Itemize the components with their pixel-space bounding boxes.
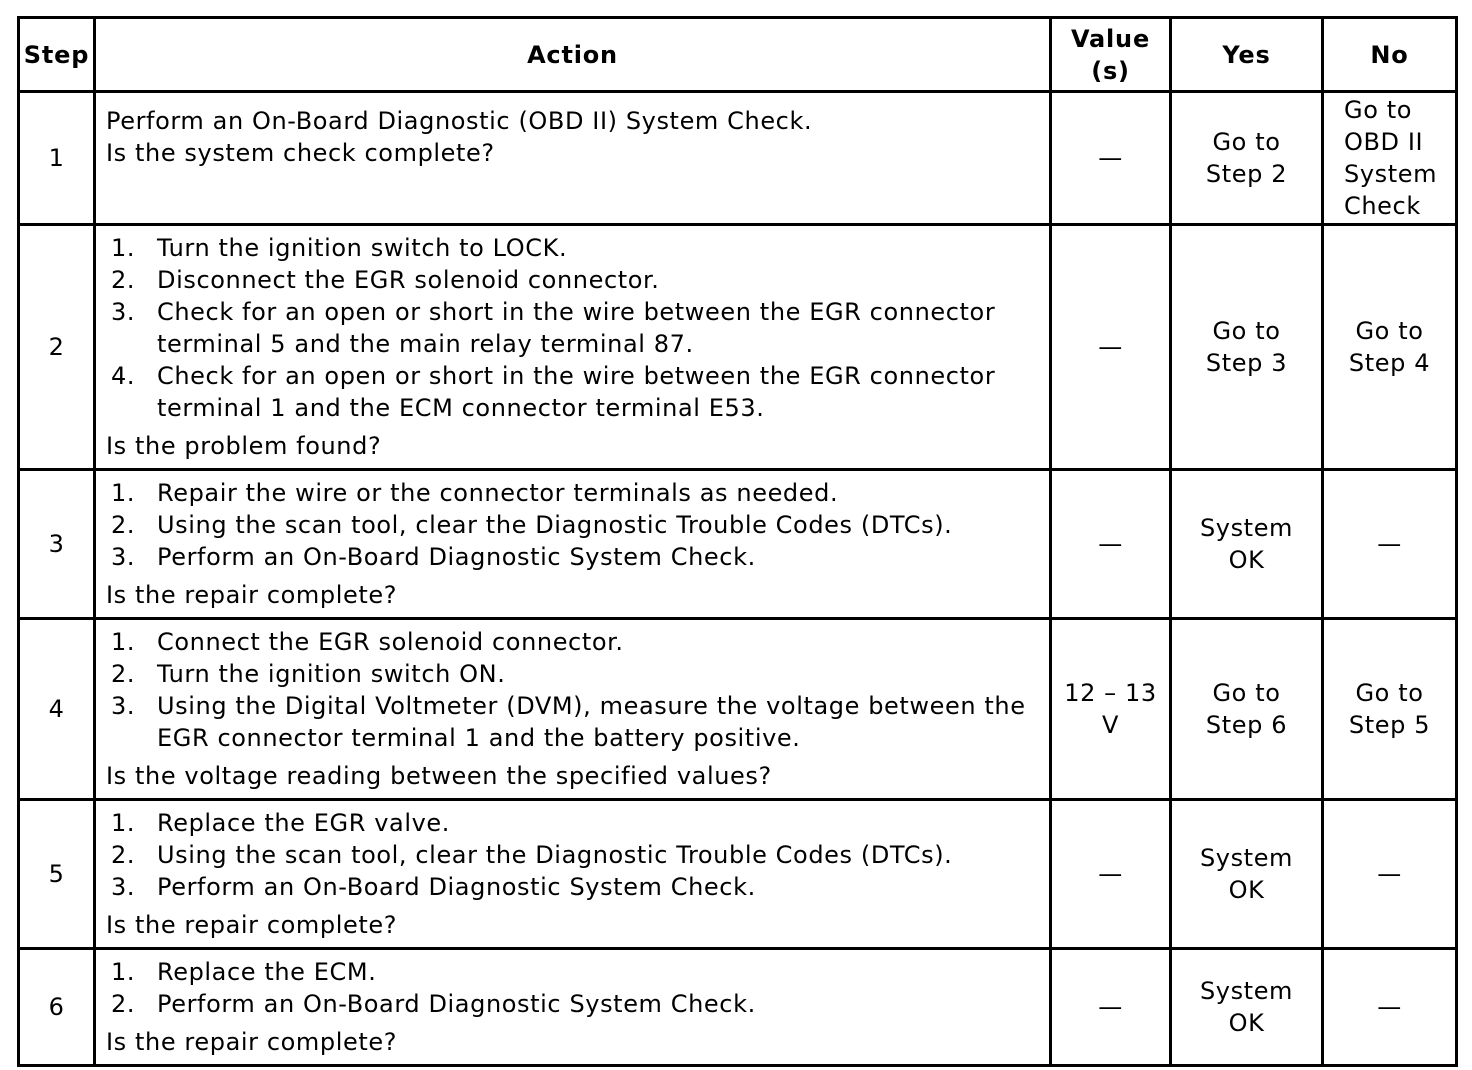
no-cell: Go to Step 4 xyxy=(1323,225,1457,470)
action-step-item: 3. Perform an On-Board Diagnostic System Check. xyxy=(111,543,756,571)
yes-cell: System OK xyxy=(1171,800,1323,949)
value-cell: — xyxy=(1051,225,1171,470)
action-step-item: 2. Disconnect the EGR solenoid connector. xyxy=(111,266,660,294)
action-cell xyxy=(95,619,1051,800)
action-cell xyxy=(95,470,1051,619)
header-no: No xyxy=(1323,18,1457,92)
diagnostic-table xyxy=(17,16,1458,1067)
action-step-text: Perform an On-Board Diagnostic System Check. xyxy=(157,990,756,1018)
action-step-text: Repair the wire or the connector terminals as needed. xyxy=(157,479,839,507)
action-step-text: Using the Digital Voltmeter (DVM), measure the voltage between the EGR connector terminal 1 and the battery positive. xyxy=(157,692,1026,752)
action-step-text: Check for an open or short in the wire between the EGR connector terminal 1 and the ECM connector terminal E53. xyxy=(157,362,996,422)
action-step-text: Connect the EGR solenoid connector. xyxy=(157,628,624,656)
action-steps xyxy=(106,477,1039,573)
step-number: 2 xyxy=(19,225,95,470)
action-step-text: Using the scan tool, clear the Diagnostic Trouble Codes (DTCs). xyxy=(157,841,953,869)
action-step-text: Replace the ECM. xyxy=(157,958,377,986)
action-steps xyxy=(106,232,1039,424)
action-cell xyxy=(95,949,1051,1066)
table-row xyxy=(19,92,1457,225)
action-step-text: Replace the EGR valve. xyxy=(157,809,451,837)
step-number: 6 xyxy=(19,949,95,1066)
header-value xyxy=(1051,18,1171,92)
no-cell: — xyxy=(1323,800,1457,949)
no-cell: — xyxy=(1323,949,1457,1066)
action-cell xyxy=(95,92,1051,225)
action-question: Is the problem found? xyxy=(106,432,382,460)
action-step-text: Perform an On-Board Diagnostic System Check. xyxy=(157,873,756,901)
table-row xyxy=(19,800,1457,949)
value-cell: — xyxy=(1051,949,1171,1066)
action-steps xyxy=(106,807,1039,903)
action-step-item: 4. Check for an open or short in the wire between the EGR connector terminal 1 and the ECM connector terminal E53. xyxy=(111,362,996,422)
no-cell: — xyxy=(1323,470,1457,619)
action-step-item: 3. Using the Digital Voltmeter (DVM), measure the voltage between the EGR connector terminal 1 and the battery positive. xyxy=(111,692,1026,752)
yes-cell: System OK xyxy=(1171,470,1323,619)
action-question: Is the repair complete? xyxy=(106,911,398,939)
action-step-text: Turn the ignition switch ON. xyxy=(157,660,506,688)
action-step-item: 3. Check for an open or short in the wire between the EGR connector terminal 5 and the main relay terminal 87. xyxy=(111,298,996,358)
step-number: 4 xyxy=(19,619,95,800)
action-step-item: 1. Repair the wire or the connector terminals as needed. xyxy=(111,479,839,507)
action-step-item: 1. Connect the EGR solenoid connector. xyxy=(111,628,624,656)
action-question: Is the repair complete? xyxy=(106,581,398,609)
header-yes: Yes xyxy=(1171,18,1323,92)
step-number: 5 xyxy=(19,800,95,949)
no-cell: Go to Step 5 xyxy=(1323,619,1457,800)
table-row xyxy=(19,225,1457,470)
action-step-item: 1. Replace the ECM. xyxy=(111,958,377,986)
value-cell: — xyxy=(1051,800,1171,949)
header-step: Step xyxy=(19,18,95,92)
action-line: Perform an On-Board Diagnostic (OBD II) System Check. xyxy=(106,107,813,135)
header-value-label: Value (s) xyxy=(1070,24,1151,85)
no-cell: Go to OBD II System Check xyxy=(1323,92,1457,225)
step-number: 1 xyxy=(19,92,95,225)
action-steps xyxy=(106,626,1039,754)
action-step-text: Perform an On-Board Diagnostic System Check. xyxy=(157,543,756,571)
value-cell: — xyxy=(1051,470,1171,619)
action-step-item: 3. Perform an On-Board Diagnostic System Check. xyxy=(111,873,756,901)
header-row xyxy=(19,18,1457,92)
action-question: Is the system check complete? xyxy=(106,139,495,167)
action-step-text: Disconnect the EGR solenoid connector. xyxy=(157,266,660,294)
action-step-item: 2. Turn the ignition switch ON. xyxy=(111,660,506,688)
action-cell xyxy=(95,225,1051,470)
action-step-text: Using the scan tool, clear the Diagnostic Trouble Codes (DTCs). xyxy=(157,511,953,539)
action-step-item: 2. Using the scan tool, clear the Diagnostic Trouble Codes (DTCs). xyxy=(111,841,953,869)
action-step-text: Turn the ignition switch to LOCK. xyxy=(157,234,568,262)
step-number: 3 xyxy=(19,470,95,619)
action-cell xyxy=(95,800,1051,949)
yes-cell: Go to Step 6 xyxy=(1171,619,1323,800)
yes-cell: System OK xyxy=(1171,949,1323,1066)
action-step-item: 1. Replace the EGR valve. xyxy=(111,809,451,837)
table-row xyxy=(19,619,1457,800)
action-step-text: Check for an open or short in the wire between the EGR connector terminal 5 and the main relay terminal 87. xyxy=(157,298,996,358)
action-question: Is the voltage reading between the specified values? xyxy=(106,762,772,790)
yes-cell: Go to Step 3 xyxy=(1171,225,1323,470)
table-row xyxy=(19,949,1457,1066)
table-row xyxy=(19,470,1457,619)
action-question: Is the repair complete? xyxy=(106,1028,398,1056)
value-cell: 12 – 13 V xyxy=(1051,619,1171,800)
header-action: Action xyxy=(95,18,1051,92)
value-cell: — xyxy=(1051,92,1171,225)
action-step-item: 1. Turn the ignition switch to LOCK. xyxy=(111,234,568,262)
action-steps xyxy=(106,956,1039,1020)
yes-cell: Go to Step 2 xyxy=(1171,92,1323,225)
action-step-item: 2. Using the scan tool, clear the Diagnostic Trouble Codes (DTCs). xyxy=(111,511,953,539)
action-step-item: 2. Perform an On-Board Diagnostic System Check. xyxy=(111,990,756,1018)
